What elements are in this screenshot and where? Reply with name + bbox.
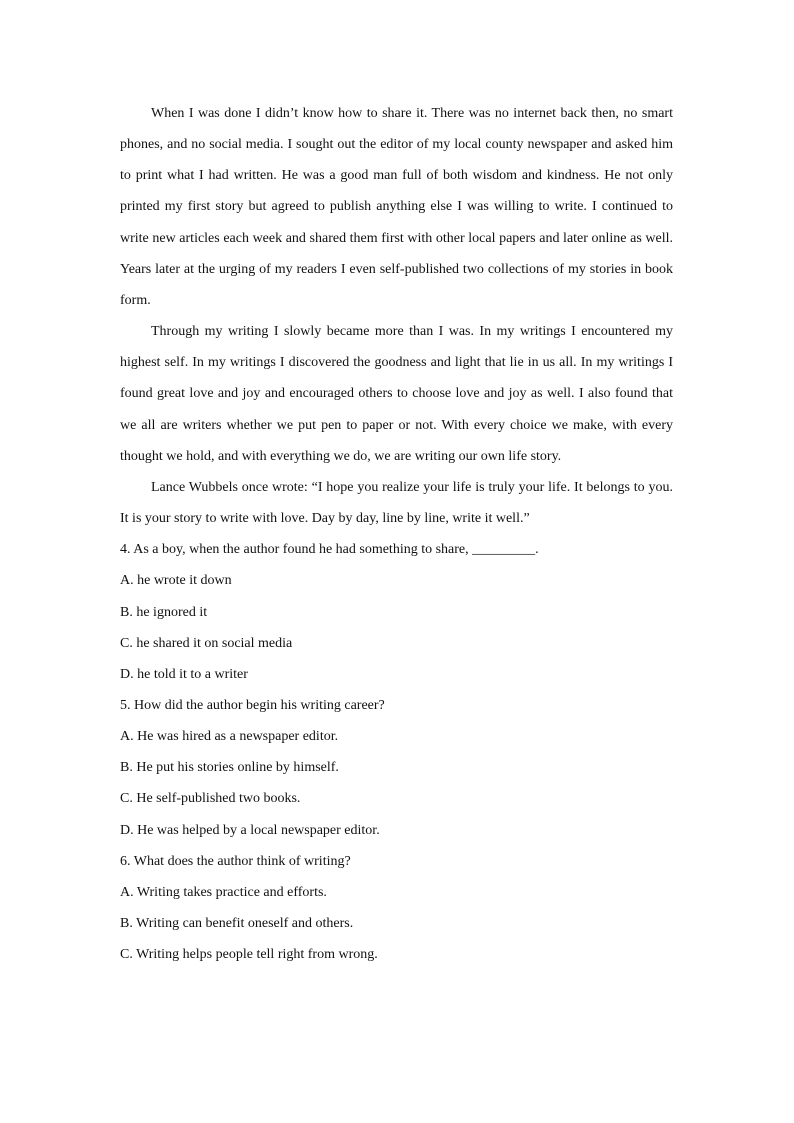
- question-block: [120, 690, 673, 846]
- answer-option: C. he shared it on social media: [120, 635, 293, 651]
- document-page: [120, 98, 673, 970]
- answer-option: D. He was helped by a local newspaper editor.: [120, 822, 380, 838]
- answer-option: C. Writing helps people tell right from wrong.: [120, 947, 378, 963]
- question-stem: 6. What does the author think of writing?: [120, 853, 351, 869]
- question-stem: 5. How did the author begin his writing career?: [120, 697, 385, 713]
- answer-option: D. he told it to a writer: [120, 666, 248, 682]
- answer-option: A. he wrote it down: [120, 573, 232, 589]
- passage-paragraph: Through my writing I slowly became more than I was. In my writings I encountered my highest self. In my writings I discovered the goodness and light that lie in us all. In my writings I found great love and joy and encouraged others to choose love and joy as well. I also found that we all are writers whether we put pen to paper or not. With every choice we make, with every thought we hold, and with everything we do, we are writing our own life story.: [120, 324, 673, 464]
- question-block: [120, 846, 673, 971]
- passage-paragraph: When I was done I didn’t know how to share it. There was no internet back then, no smart phones, and no social media. I sought out the editor of my local county newspaper and asked him to print what I had written. He was a good man full of both wisdom and kindness. He not only printed my first story but agreed to publish anything else I was willing to write. I continued to write new articles each week and shared them first with other local papers and later online as well. Years later at the urging of my readers I even self-published two collections of my stories in book form.: [120, 106, 673, 308]
- answer-option: A. He was hired as a newspaper editor.: [120, 729, 339, 745]
- question-block: [120, 534, 673, 690]
- answer-option: C. He self-published two books.: [120, 791, 301, 807]
- answer-option: B. he ignored it: [120, 604, 208, 620]
- answer-option: B. Writing can benefit oneself and others.: [120, 916, 354, 932]
- question-stem: 4. As a boy, when the author found he had something to share, _________.: [120, 542, 539, 558]
- answer-option: B. He put his stories online by himself.: [120, 760, 339, 776]
- answer-option: A. Writing takes practice and efforts.: [120, 884, 327, 900]
- passage-paragraph: Lance Wubbels once wrote: “I hope you realize your life is truly your life. It belongs to you. It is your story to write with love. Day by day, line by line, write it well.”: [120, 479, 673, 527]
